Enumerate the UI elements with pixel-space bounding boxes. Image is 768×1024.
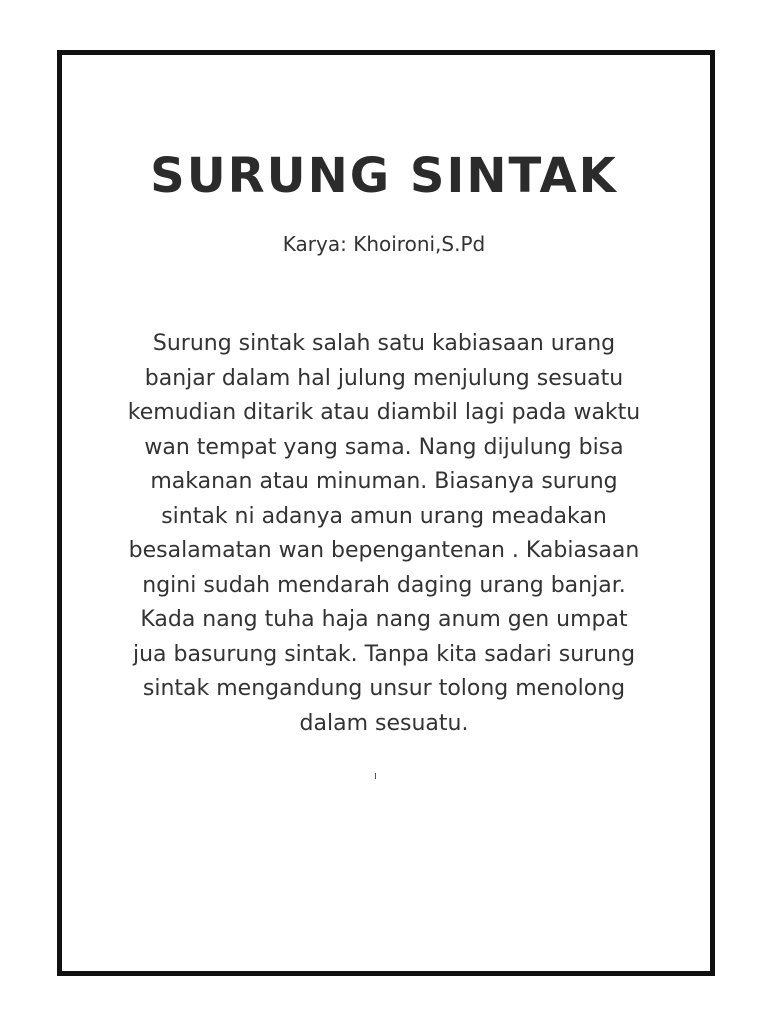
author-line: Karya: Khoironi,S.Pd bbox=[282, 232, 486, 256]
document-title: SURUNG SINTAK bbox=[150, 148, 618, 204]
stray-mark bbox=[375, 773, 376, 779]
body-paragraph: Surung sintak salah satu kabiasaan urang banjar dalam hal julung menjulung sesuatu kemudian ditarik atau diambil lagi pada waktu wan tempat yang sama. Nang dijulung bisa makanan atau minuman. Biasanya surung sintak ni adanya amun urang meadakan besalamatan wan bepengantenan . Kabiasaan ngini sudah mendarah daging urang banjar. Kada nang tuha haja nang anum gen umpat jua basurung sintak. Tanpa kita sadari surung sintak mengandung unsur tolong menolong dalam sesuatu. bbox=[127, 331, 641, 736]
